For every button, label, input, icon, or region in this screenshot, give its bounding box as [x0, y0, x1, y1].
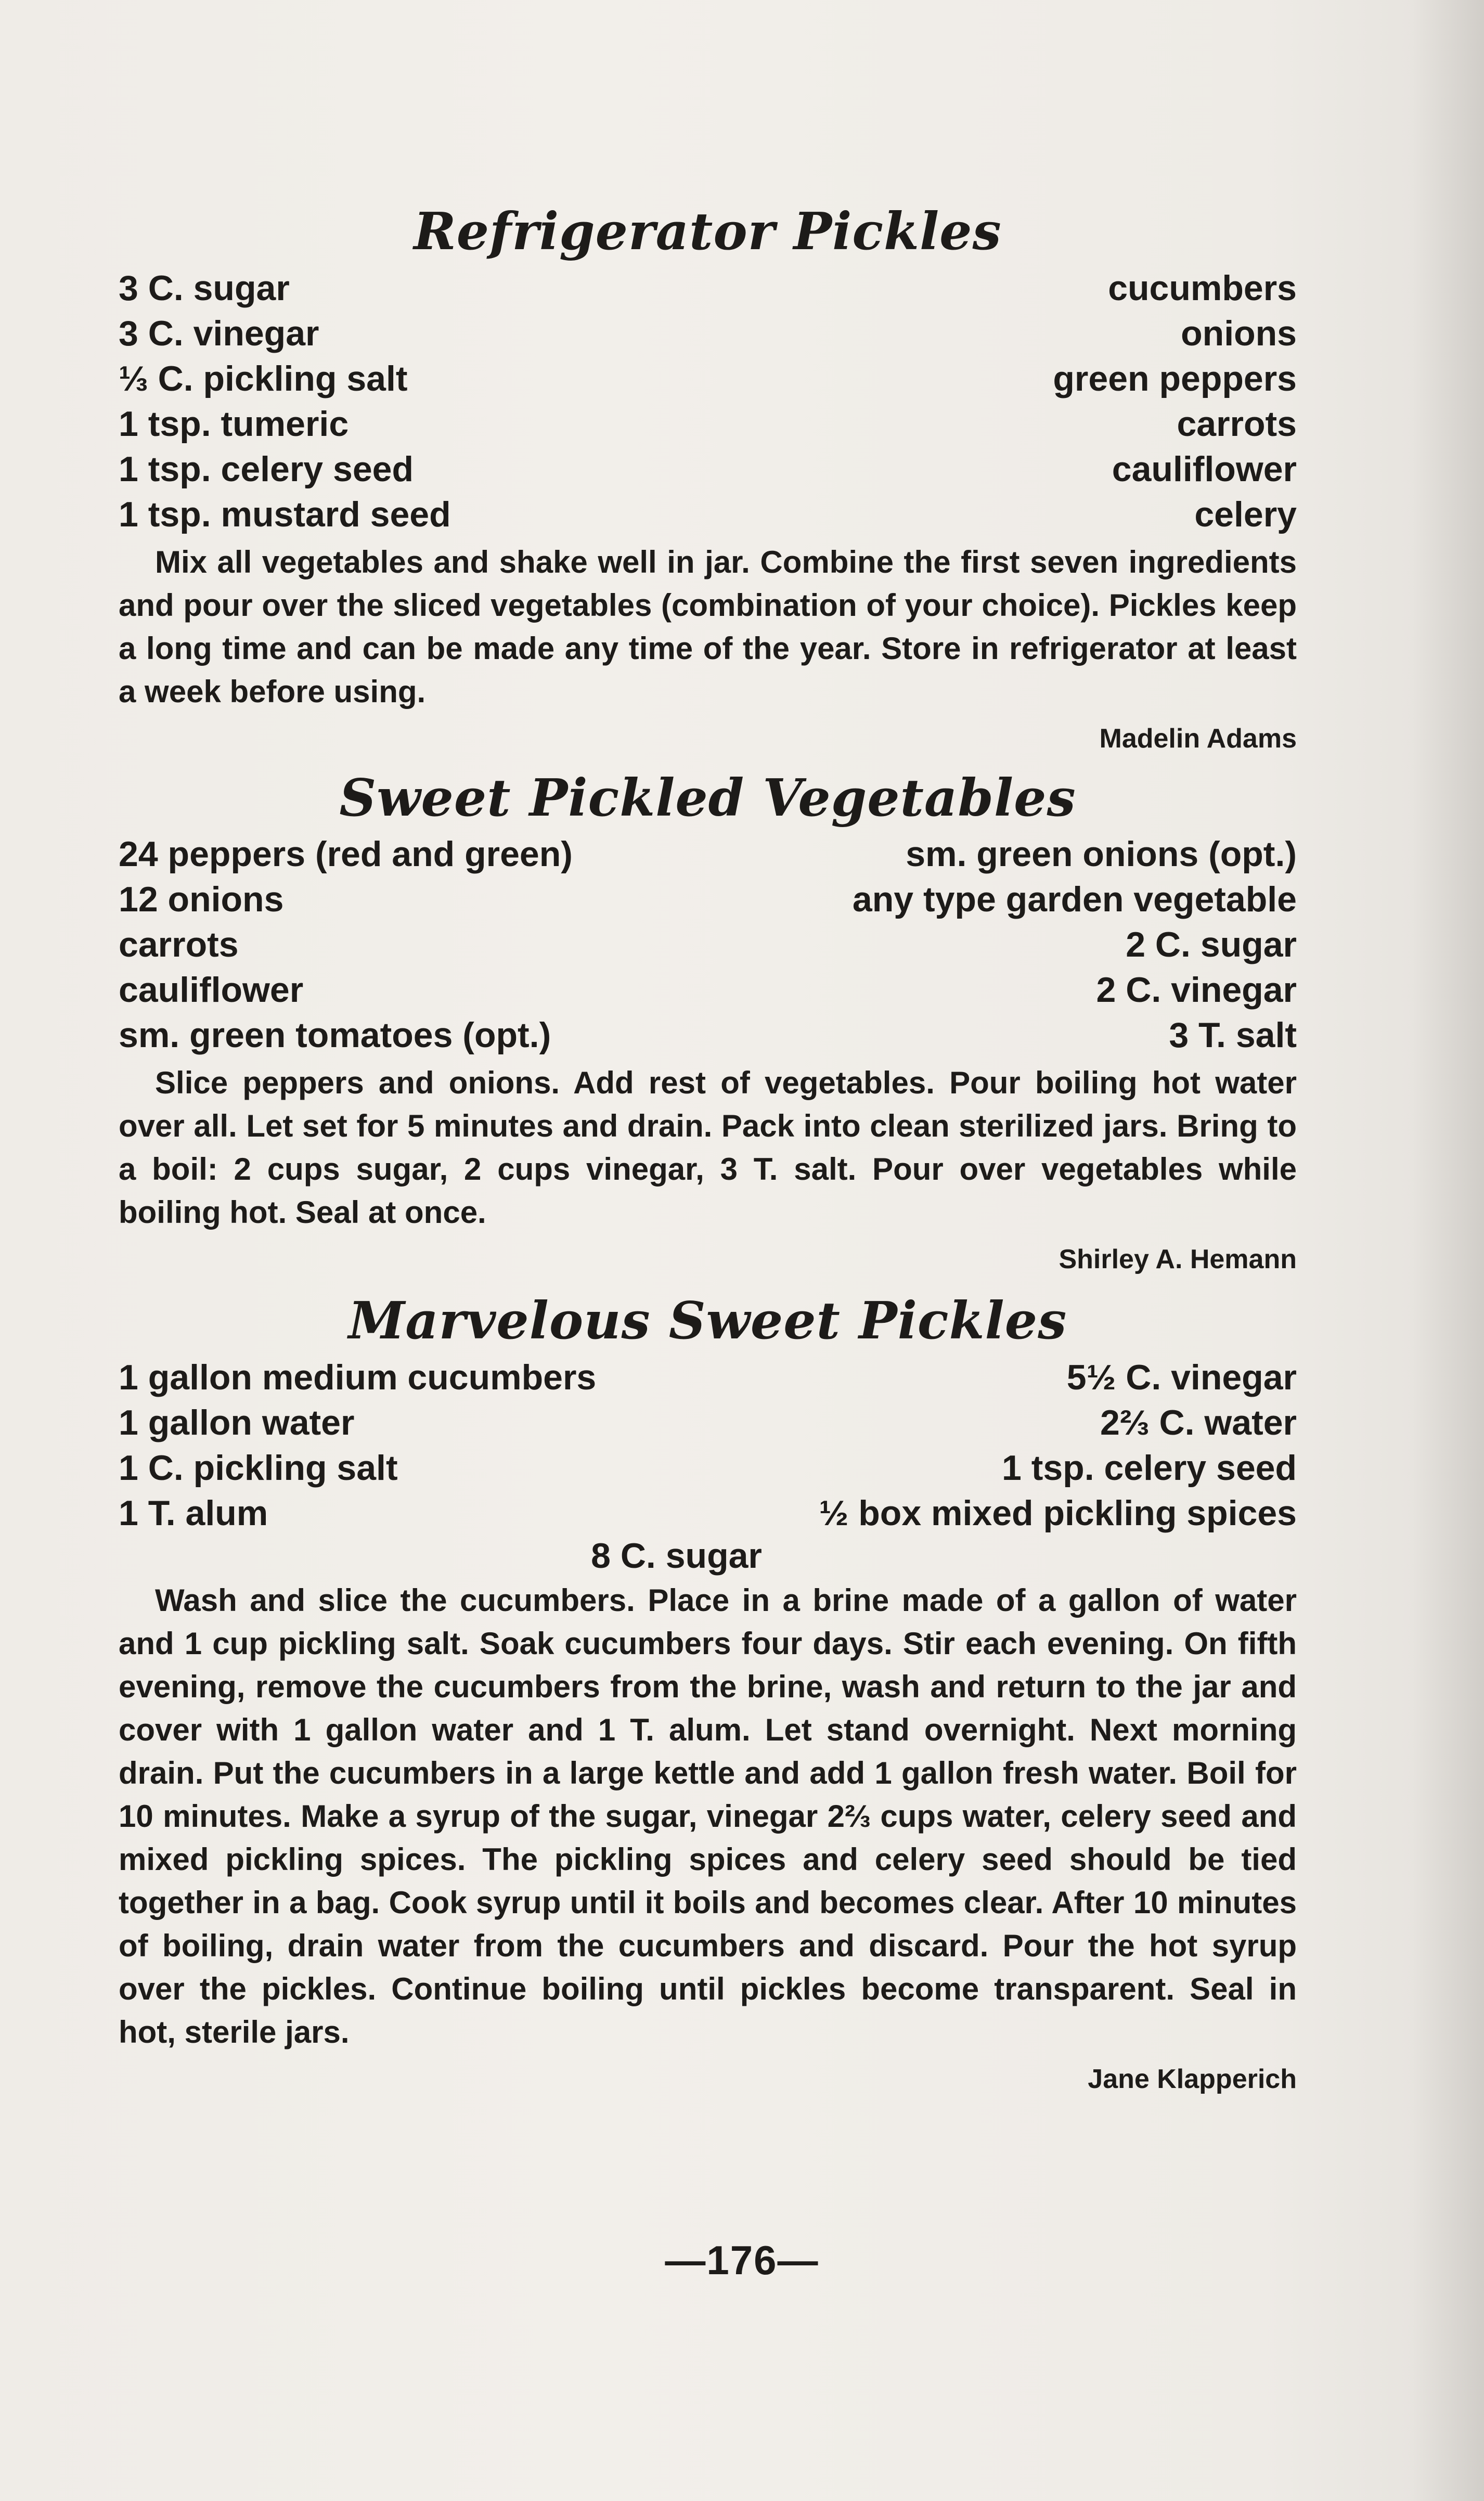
ingredient: cauliflower — [119, 970, 304, 1010]
ingredient: 2 C. sugar — [1126, 925, 1297, 965]
ingredient-centered: 8 C. sugar — [591, 1536, 762, 1576]
ingredient: carrots — [1177, 404, 1297, 444]
ingredient: carrots — [119, 925, 239, 965]
ingredient: cucumbers — [1108, 268, 1297, 308]
ingredient: 12 onions — [119, 880, 284, 920]
page-content — [119, 203, 1297, 2097]
ingredient: 2⅔ C. water — [1100, 1403, 1297, 1443]
ingredient: 3 C. vinegar — [119, 313, 319, 353]
recipe-instructions: Mix all vegetables and shake well in jar. Combine the first seven ingredients and pour over the sliced vegetables (combination of your choice). Pickles keep a long time and can be made any time of the year. Store in refrigerator at least a week before using. — [119, 544, 1297, 709]
ingredient: 1 tsp. celery seed — [119, 449, 414, 489]
ingredient: 1 gallon water — [119, 1403, 355, 1443]
recipe-author: Jane Klapperich — [1088, 2064, 1297, 2095]
ingredient: onions — [1181, 313, 1297, 353]
ingredient: 3 T. salt — [1169, 1015, 1297, 1055]
page-edge-shadow — [1411, 0, 1484, 2501]
ingredient: 1 T. alum — [119, 1493, 268, 1533]
ingredient: sm. green tomatoes (opt.) — [119, 1015, 551, 1055]
ingredient-list — [119, 266, 1297, 537]
recipe-title: Refrigerator Pickles — [414, 202, 1002, 262]
ingredient: cauliflower — [1112, 449, 1297, 489]
ingredient: 3 C. sugar — [119, 268, 290, 308]
ingredient: green peppers — [1053, 358, 1297, 398]
ingredient: 1 tsp. celery seed — [1001, 1448, 1297, 1488]
ingredient: ½ box mixed pickling spices — [819, 1493, 1297, 1533]
recipe-instructions: Slice peppers and onions. Add rest of vegetables. Pour boiling hot water over all. Let set for 5 minutes and drain. Pack into clean sterilized jars. Bring to a boil: 2 cups sugar, 2 cups vinegar, 3 T. salt. Pour over vegetables while boiling hot. Seal at once. — [119, 1065, 1297, 1230]
ingredient: 1 tsp. tumeric — [119, 404, 349, 444]
ingredient: any type garden vegetable — [852, 880, 1297, 920]
recipe-instructions: Wash and slice the cucumbers. Place in a brine made of a gallon of water and 1 cup pickling salt. Soak cucumbers four days. Stir each evening. On fifth evening, remove the cucumbers from the brine, wash and return to the jar and cover with 1 gallon water and 1 T. alum. Let stand overnight. Next morning drain. Put the cucumbers in a large kettle and add 1 gallon fresh water. Boil for 10 minutes. Make a syrup of the sugar, vinegar 2⅔ cups water, celery seed and mixed pickling spices. The pickling spices and celery seed should be tied together in a bag. Cook syrup until it boils and becomes clear. After 10 minutes of boiling, drain water from the cucumbers and discard. Pour the hot syrup over the pickles. Continue boiling until pickles become transparent. Seal in hot, sterile jars. — [119, 1583, 1297, 2050]
ingredient: celery — [1194, 494, 1297, 534]
ingredient: 1 tsp. mustard seed — [119, 494, 451, 534]
ingredient: 5½ C. vinegar — [1066, 1358, 1297, 1398]
ingredient: 1 gallon medium cucumbers — [119, 1358, 597, 1398]
recipe-sweet-pickled-vegetables — [119, 769, 1297, 1278]
ingredient: sm. green onions (opt.) — [906, 834, 1297, 874]
recipe-title: Marvelous Sweet Pickles — [348, 1291, 1067, 1351]
ingredient-list — [119, 1355, 1297, 1536]
recipe-author: Madelin Adams — [1099, 723, 1297, 754]
ingredient: 1 C. pickling salt — [119, 1448, 398, 1488]
page-number: —176— — [665, 2237, 819, 2283]
ingredient: 24 peppers (red and green) — [119, 834, 573, 874]
recipe-marvelous-sweet-pickles — [119, 1292, 1297, 2097]
recipe-refrigerator-pickles — [119, 203, 1297, 757]
ingredient-list — [119, 832, 1297, 1058]
ingredient: ⅓ C. pickling salt — [119, 358, 408, 398]
recipe-author: Shirley A. Hemann — [1059, 1244, 1297, 1275]
recipe-title: Sweet Pickled Vegetables — [339, 768, 1076, 828]
ingredient: 2 C. vinegar — [1096, 970, 1297, 1010]
